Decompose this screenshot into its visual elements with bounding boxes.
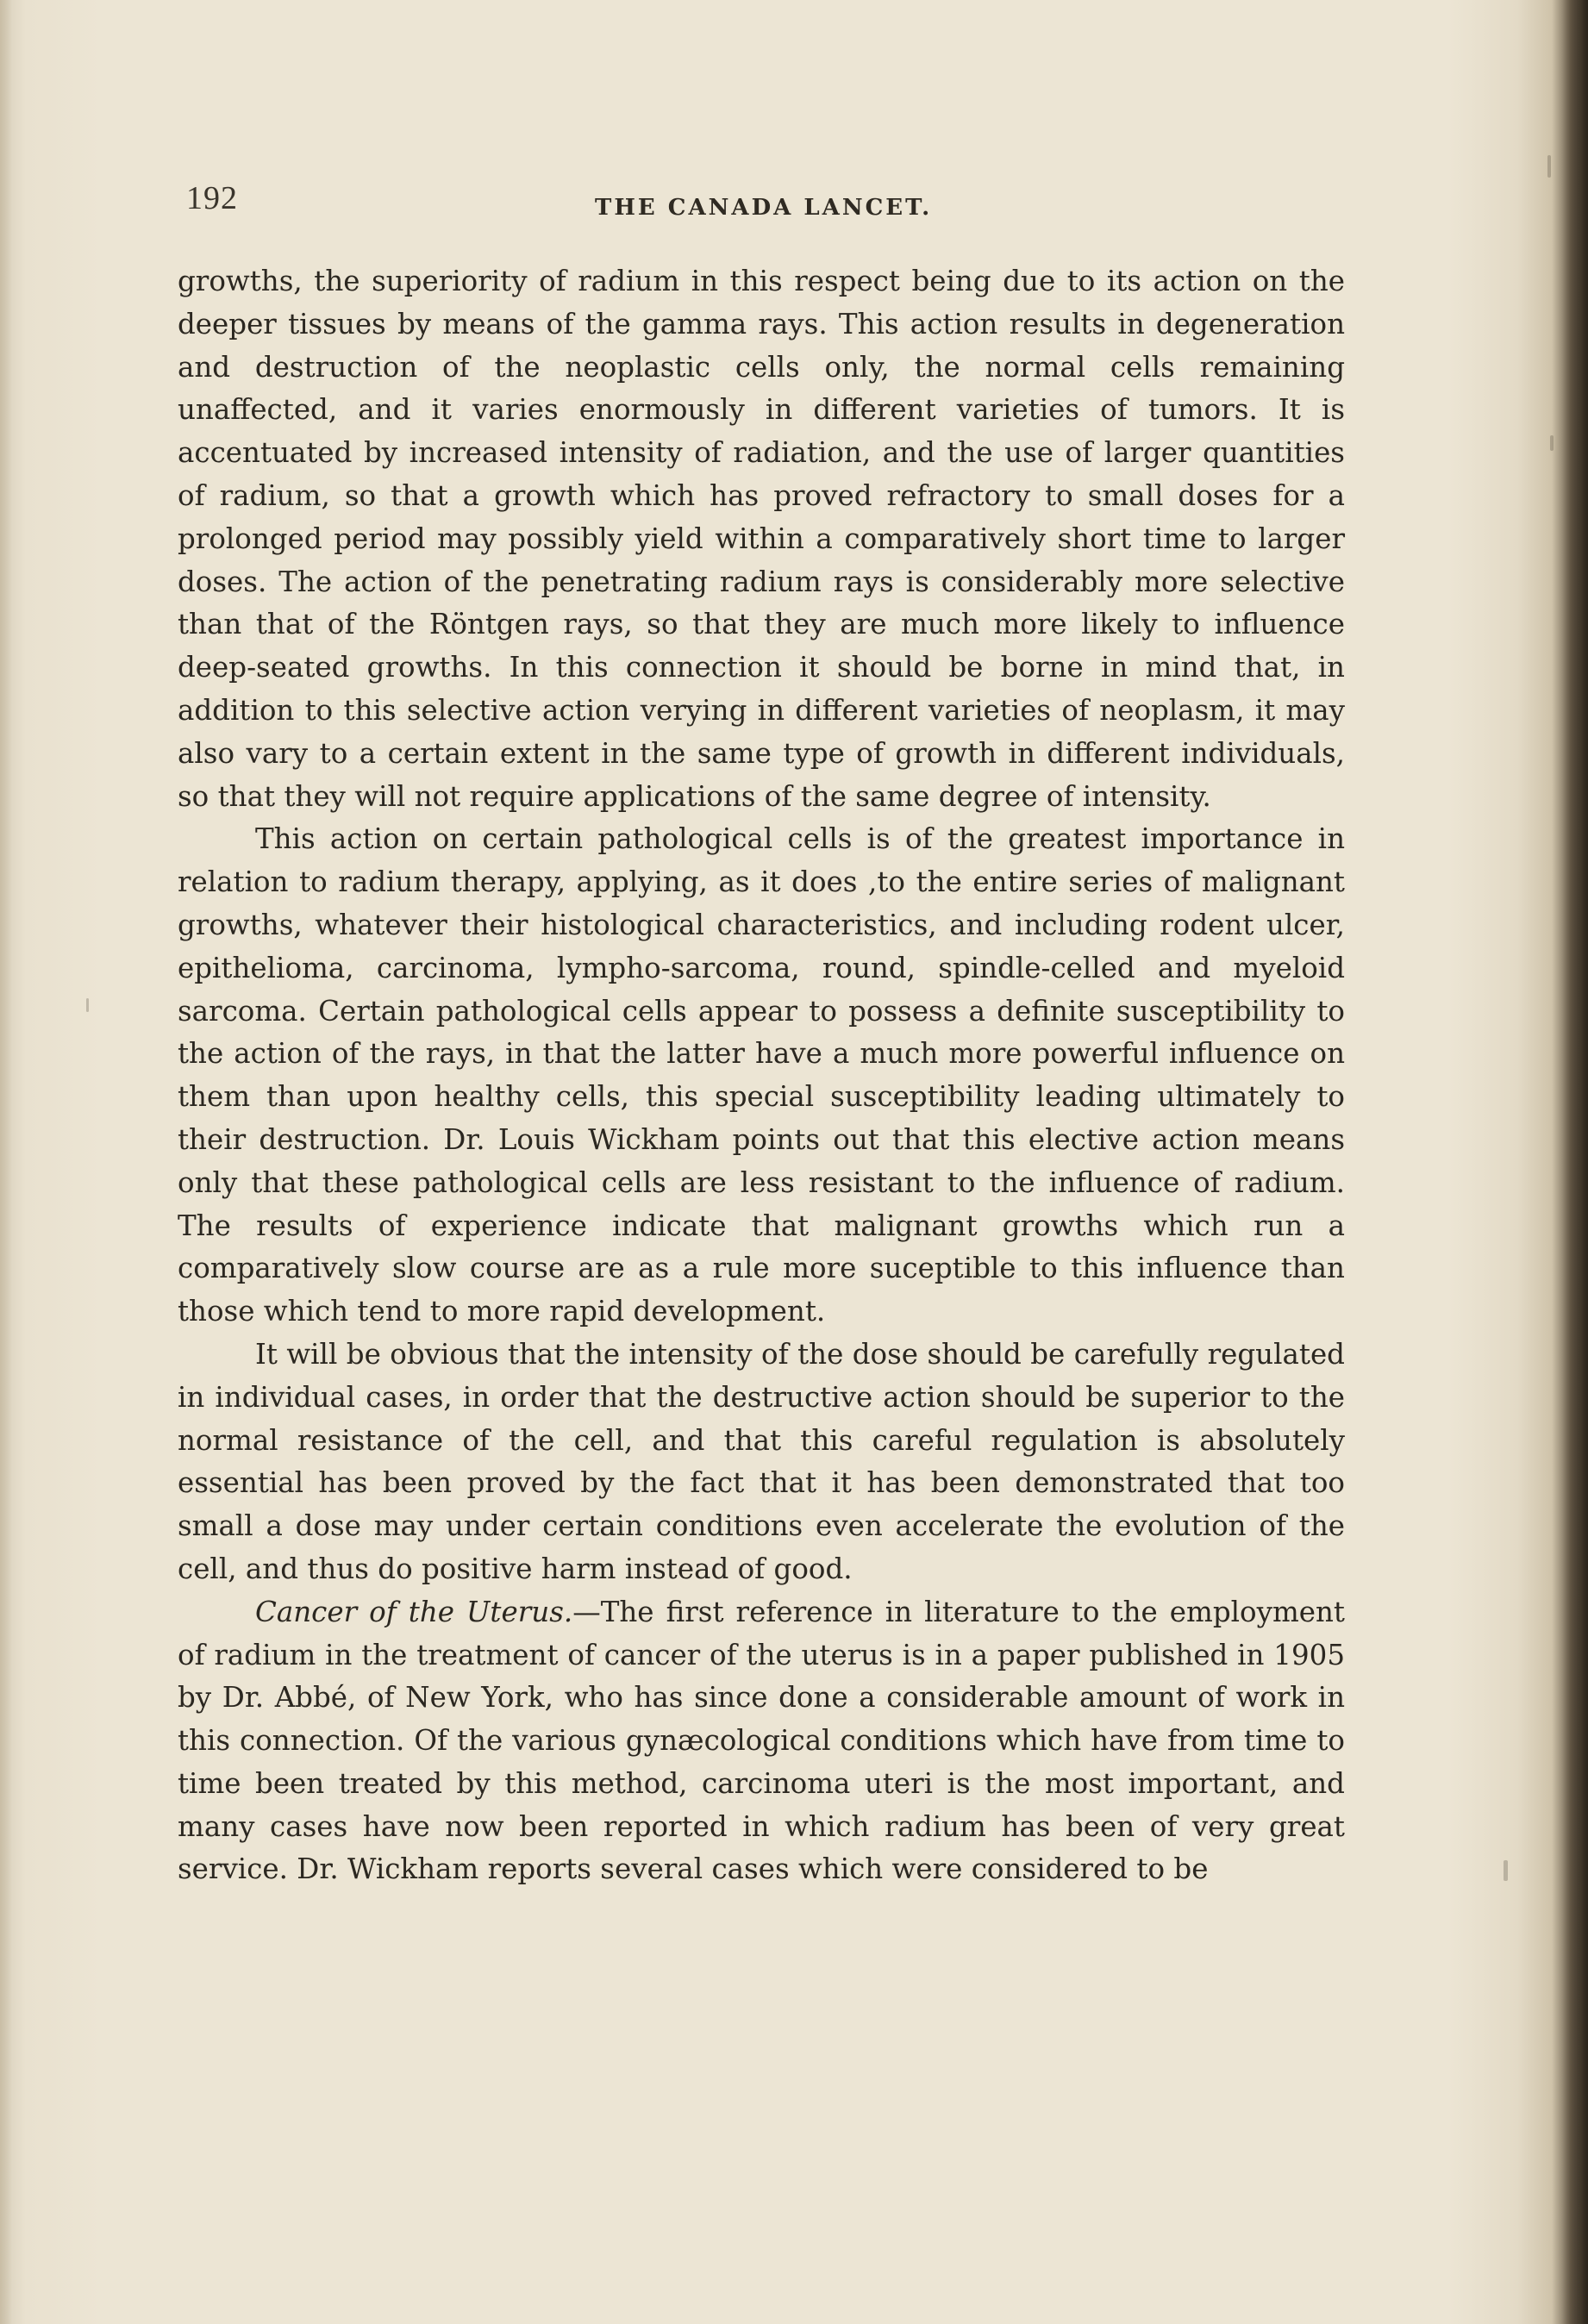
paragraph-1: growths, the superiority of radium in this respect being due to its action on the deeper tissues by means of the gamma rays. This action results in degeneration and destruction of the neoplastic cells only, the normal cells remaining unaffected, and it varies enormously in different varieties of tumors. It is accentuated by increased intensity of radiation, and the use of larger quantities of radium, so that a growth which has proved refractory to small doses for a prolonged period may possibly yield within a comparatively short time to larger doses. The action of the penetrating radium rays is considerably more selective than that of the Röntgen rays, so that they are much more likely to influence deep-seated growths. In this connection it should be borne in mind that, in addition to this selective action verying in different varieties of neoplasm, it may also vary to a certain extent in the same type of growth in different individuals, so that they will not require applications of the same degree of intensity.	[178, 265, 1345, 813]
page-blemish	[1547, 155, 1551, 178]
article-body	[178, 260, 1345, 1891]
paragraph-3: It will be obvious that the intensity of the dose should be carefully regulated in individual cases, in order that the destructive action should be superior to the normal resistance of the cell, and that this careful regulation is absolutely essential has been proved by the fact that it has been demonstrated that too small a dose may under certain conditions even accelerate the evolution of the cell, and thus do positive harm instead of good.	[178, 1337, 1345, 1585]
page-blemish	[1504, 1860, 1508, 1881]
binding-shadow	[1562, 0, 1588, 2324]
paragraph-4-text: —The first reference in literature to the employment of radium in the treatment of cancer of the uterus is in a paper published in 1905 by Dr. Abbé, of New York, who has since done a considerable amount of work in this connection. Of the various gynæcological conditions which have from time to time been treated by this method, carcinoma uteri is the most important, and many cases have now been reported in which radium has been of very great service. Dr. Wickham reports several cases which were considered to be	[178, 1595, 1345, 1886]
paragraph-2: This action on certain pathological cells is of the greatest importance in relation to radium therapy, applying, as it does ,to the entire series of malignant growths, whatever their histological characteristics, and including rodent ulcer, epithelioma, carcinoma, lympho-sarcoma, round, spindle-celled and myeloid sarcoma. Certain pathological cells appear to possess a definite susceptibility to the action of the rays, in that the latter have a much more powerful influence on them than upon healthy cells, this special susceptibility leading ultimately to their destruction. Dr. Louis Wickham points out that this elective action means only that these pathological cells are less resistant to the influence of radium. The results of experience indicate that malignant growths which run a comparatively slow course are as a rule more suceptible to this influence than those which tend to more rapid development.	[178, 822, 1345, 1328]
section-title: Cancer of the Uterus.	[255, 1595, 573, 1628]
page-left-edge	[0, 0, 12, 2324]
page-blemish	[86, 998, 89, 1012]
page-header	[181, 176, 1350, 228]
running-title: THE CANADA LANCET.	[595, 195, 933, 221]
page-number: 192	[186, 180, 238, 216]
page-blemish	[1550, 435, 1554, 451]
paragraph-4	[178, 1591, 1345, 1892]
